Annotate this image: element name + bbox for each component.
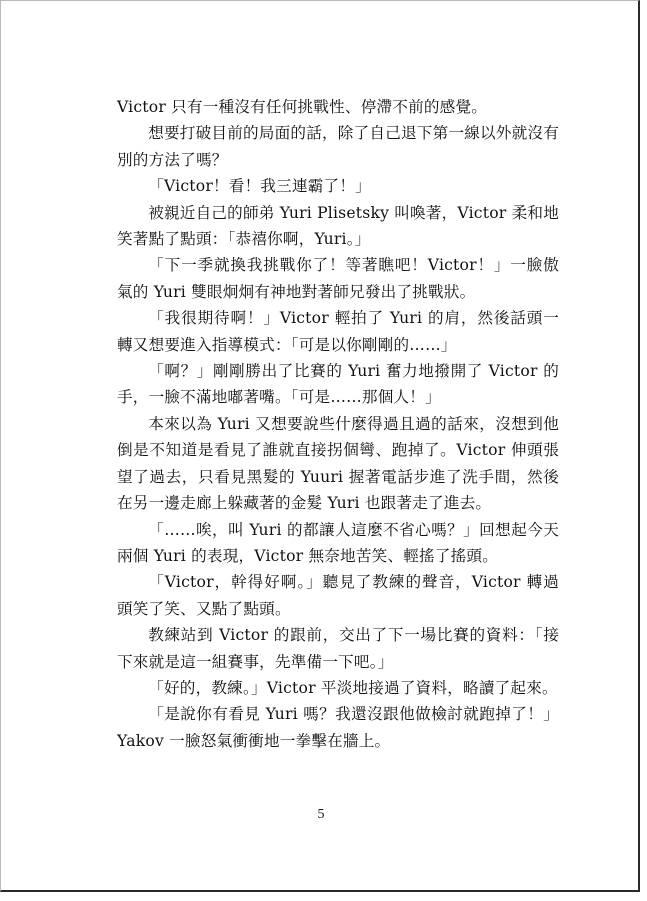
paragraph: 「啊？」剛剛勝出了比賽的 Yuri 奮力地撥開了 Victor 的手，一臉不滿地嘟著嘴。「可是……那個人！」 [117, 362, 559, 407]
paragraph: 「是說你有看見 Yuri 嗎？我還沒跟他做檢討就跑掉了！」Yakov 一臉怒氣衝衝地一拳擊在牆上。 [117, 705, 559, 750]
paragraph: 「好的，教練。」Victor 平淡地接過了資料，略讀了起來。 [148, 678, 558, 697]
paragraph: 想要打破目前的局面的話，除了自己退下第一線以外就沒有別的方法了嗎？ [117, 124, 559, 169]
paragraph: 教練站到 Victor 的跟前，交出了下一場比賽的資料：「接下來就是這一組賽事，先準備一下吧。」 [117, 626, 559, 671]
paragraph: 「我很期待啊！」Victor 輕拍了 Yuri 的肩，然後話頭一轉又想要進入指導模式：「可是以你剛剛的……」 [117, 309, 559, 354]
page-number: 5 [317, 807, 325, 822]
body-text [117, 94, 559, 754]
paragraph: 「……唉，叫 Yuri 的都讓人這麼不省心嗎？」回想起今天兩個 Yuri 的表現，Victor 無奈地苦笑、輕搖了搖頭。 [117, 520, 559, 565]
paragraph: 「Victor！看！我三連霸了！」 [148, 177, 371, 196]
paragraph: 本來以為 Yuri 又想要說些什麼得過且過的話來，沒想到他倒是不知道是看見了誰就直接拐個彎、跑掉了。Victor 伸頭張望了過去，只看見黑髮的 Yuuri 握著電話步進了洗手間，然後在另一邊走廊上躲藏著的金髮 Yuri 也跟著走了進去。 [117, 414, 559, 513]
paragraph: Victor 只有一種沒有任何挑戰性、停滯不前的感覺。 [117, 98, 488, 116]
paragraph: 「Victor，幹得好啊。」聽見了教練的聲音，Victor 轉過頭笑了笑、又點了點頭。 [117, 573, 559, 618]
paragraph: 「下一季就換我挑戰你了！等著瞧吧！Victor！」一臉傲氣的 Yuri 雙眼炯炯有神地對著師兄發出了挑戰狀。 [117, 256, 559, 301]
paragraph: 被親近自己的師弟 Yuri Plisetsky 叫喚著，Victor 柔和地笑著點了點頭：「恭禧你啊，Yuri。」 [117, 203, 559, 249]
